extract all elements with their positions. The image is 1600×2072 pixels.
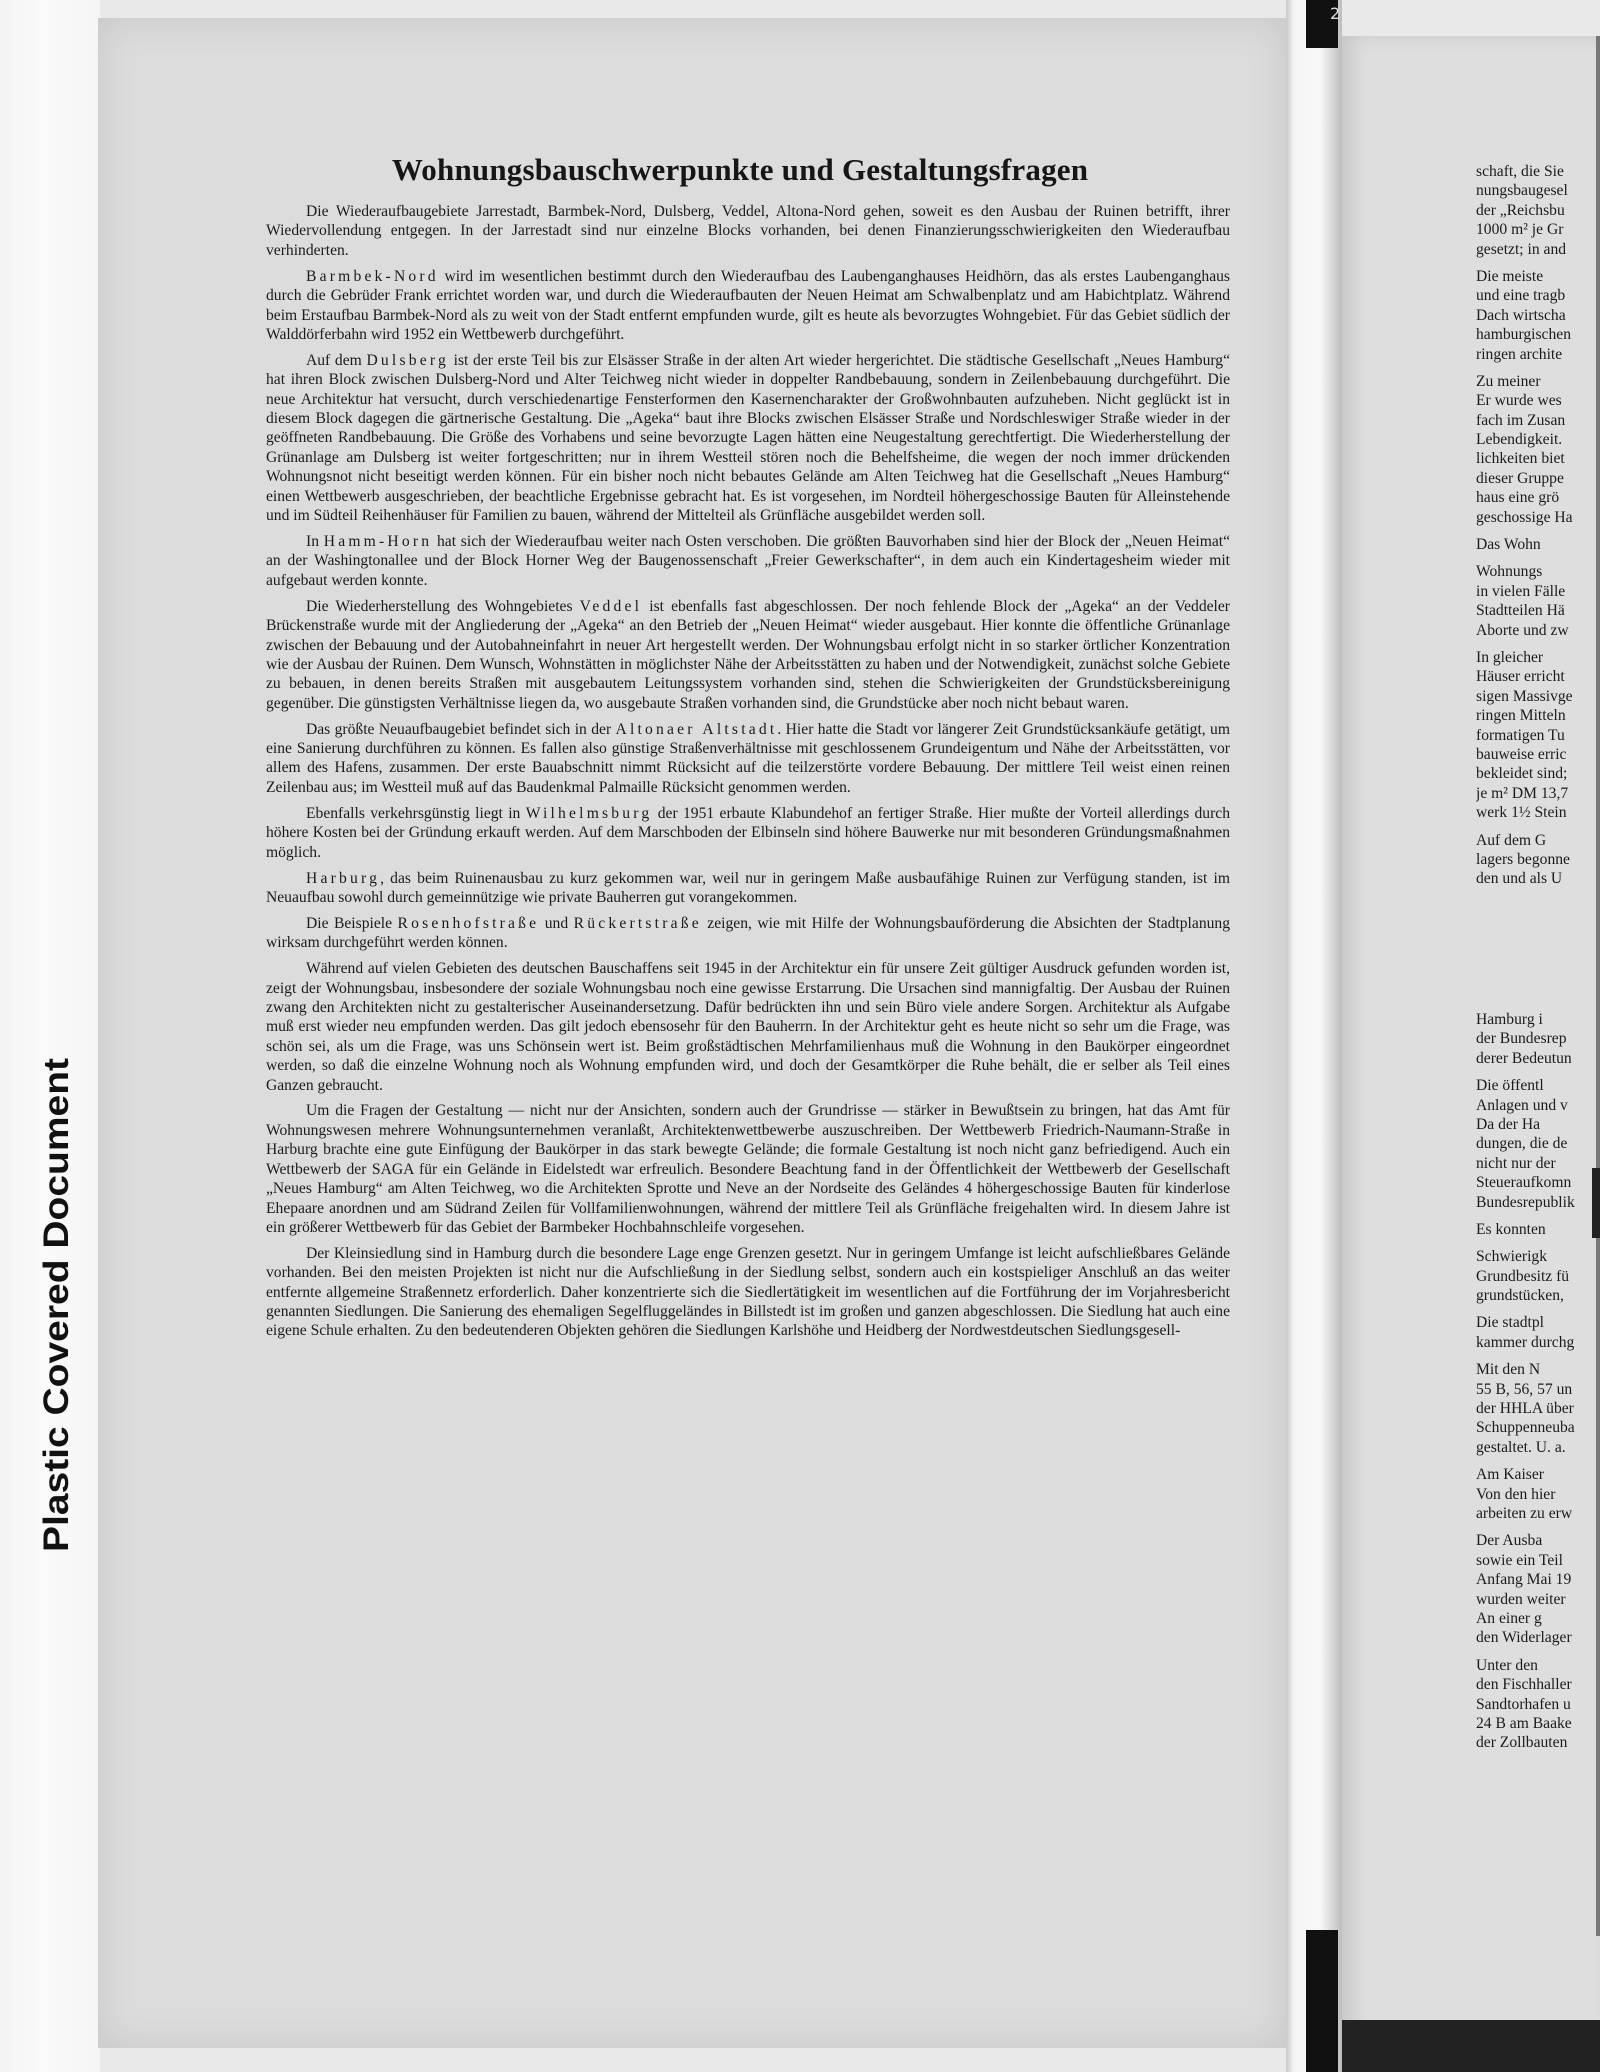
article-paragraph [266, 914, 1230, 953]
right-page-line: und eine tragb [1476, 287, 1566, 305]
right-page-line: Die stadtpl [1476, 1314, 1544, 1332]
article-paragraph [266, 804, 1230, 862]
right-page-line: geschossige Ha [1476, 508, 1573, 526]
article-paragraph [266, 1101, 1230, 1237]
paragraph-text-run: Der Kleinsiedlung sind in Hamburg durch die besondere Lage enge Grenzen gesetzt. Nur in geringem Umfange ist leicht aufschließbares Gelände vorhanden. Bei den meisten Projekten ist nicht nur die Aufschließung in der Siedlung selbst, sondern auch ein kostspieliger Anschluß an das weiter entfernte allgemeine Straßennetz erforderlich. Daher konzentrierte sich die Siedlertätigkeit im wesentlichen auf die Fortführung der im Vorjahresbericht genannten Siedlungen. Die Sanierung des ehemaligen Segelfluggeländes in Billstedt ist im großen und ganzen abgeschlossen. Die Siedlung hat auch eine eigene Schule erhalten. Zu den bedeutenderen Objekten gehören die Siedlungen Karlshöhe und Heidberg der Nordwestdeutschen Siedlungsgesell- [266, 1244, 1230, 1340]
right-page-line: Schwierigk [1476, 1248, 1548, 1266]
right-page-column-bottom [1476, 1010, 1600, 1753]
right-page-line: hamburgischen [1476, 326, 1571, 344]
right-page-line: dieser Gruppe [1476, 469, 1564, 487]
right-page-line: Unter den [1476, 1656, 1538, 1674]
right-page-line: gestaltet. U. a. [1476, 1438, 1566, 1456]
gutter-mark: 2 [1330, 4, 1341, 23]
right-page-line: fach im Zusan [1476, 411, 1566, 429]
right-page-line: Die öffentl [1476, 1077, 1544, 1095]
paragraph-text-run: der 1951 erbaute Klabundehof an fertiger Straße. Hier mußte der Vorteil allerdings durch höhere Kosten bei der Gründung erkauft werden. Auf dem Marschboden der Elbinseln sind höhere Bauwerke nur mit besonderen Gründungsmaßnahmen möglich. [266, 804, 1230, 861]
paragraph-text-run: und [539, 914, 574, 932]
paragraph-text-run: Das größte Neuaufbaugebiet befindet sich in der [306, 720, 616, 738]
right-page-line: dungen, die de [1476, 1135, 1568, 1153]
right-page-line: formatigen Tu [1476, 726, 1565, 744]
right-page-line: den Fischhaller [1476, 1676, 1572, 1694]
line-gap [1476, 364, 1600, 372]
line-gap [1476, 1212, 1600, 1220]
spaced-place-name: Hamm-Horn [323, 533, 433, 550]
right-page-line: Schuppenneuba [1476, 1419, 1575, 1437]
right-page-line: Der Ausba [1476, 1532, 1543, 1550]
right-page-line: lagers begonne [1476, 850, 1570, 868]
paragraph-text-run: hat sich der Wiederaufbau weiter nach Osten verschoben. Die größten Bauvorhaben sind hier der Block der „Neuen Heimat“ an der Washingtonallee und der Block Horner Weg der Baugenossenschaft „Freier Gewerkschafter“, in dem auch ein Kindertagesheim wieder mit aufgebaut werden konnte. [266, 533, 1231, 589]
right-page-line: Stadtteilen Hä [1476, 602, 1565, 620]
right-page-line: Mit den N [1476, 1361, 1541, 1379]
right-page-line: In gleicher [1476, 648, 1544, 666]
line-gap [1476, 1239, 1600, 1247]
spaced-place-name: Rückertstraße [573, 914, 702, 932]
right-page-line: Aborte und zw [1476, 621, 1569, 639]
right-page-line: lichkeiten biet [1476, 450, 1565, 468]
right-page-line: haus eine grö [1476, 489, 1560, 507]
paragraph-text-run: ist ebenfalls fast abgeschlossen. Der noch fehlende Block der „Ageka“ an der Veddeler Brückenstraße wurde mit der Angliederung der „Ageka“ an den Betrieb der „Neuen Heimat“ wieder ausgebaut. Hier konnte die öffentliche Grünanlage zwischen der Bebauung und der Autobahneinfahrt in neuer Art hergestellt werden. Der Wohnungsbau erfolgt nicht in so starker örtlicher Konzentration wie der Ausbau der Ruinen. Dem Wunsch, Wohnstätten in möglichster Nähe der Arbeitsstätten zu haben und der Notwendigkeit, zunächst solche Gebiete zu bebauen, in denen bereits Straßen mit ausgebautem Leitungssystem vorhanden sind, stehen die Schwierigkeiten der Grundstücksbereinigung gegenüber. Die günstigsten Verhältnisse liegen da, wo ausgebaute Straßen vorhanden sind, die Grundstücke aber noch nicht bebaut waren. [266, 597, 1230, 712]
right-page-line: Häuser erricht [1476, 668, 1565, 686]
article-body [266, 202, 1230, 1347]
line-gap [1476, 823, 1600, 831]
right-page-line: wurden weiter [1476, 1590, 1566, 1608]
right-page-line: An einer g [1476, 1609, 1542, 1627]
right-page-line: ringen archite [1476, 345, 1563, 363]
right-page-line: Grundbesitz fü [1476, 1267, 1570, 1285]
line-gap [1476, 527, 1600, 535]
article-paragraph [266, 202, 1230, 260]
right-page-line: der „Reichsbu [1476, 201, 1565, 219]
right-page-line: bauweise erric [1476, 745, 1567, 763]
right-page-line: Wohnungs [1476, 563, 1543, 581]
page-gutter [1286, 0, 1342, 2072]
right-page-line: nungsbaugesel [1476, 182, 1568, 200]
right-page-line: Steueraufkomn [1476, 1174, 1572, 1192]
right-page-line: Da der Ha [1476, 1115, 1541, 1133]
spaced-place-name: Wilhelmsburg [525, 804, 653, 822]
right-page-line: schaft, die Sie [1476, 163, 1564, 180]
page-title: Wohnungsbauschwerpunkte und Gestaltungsfragen [391, 152, 1089, 187]
right-page-line: der Zollbauten [1476, 1734, 1568, 1752]
article-paragraph [266, 267, 1230, 345]
article-paragraph [266, 959, 1230, 1095]
paragraph-text-run: , das beim Ruinenausbau zu kurz gekommen war, weil nur in geringem Maße ausbaufähige Ruinen zur Verfügung standen, ist im Neuaufbau sowohl durch gemeinnützige wie private Bauherren gut vorangekommen. [266, 869, 1230, 906]
line-gap [1476, 1305, 1600, 1313]
right-page-line: der Bundesrep [1476, 1030, 1567, 1048]
paragraph-text-run: ist der erste Teil bis zur Elsässer Straße in der alten Art wieder hergerichtet. Die städtische Gesellschaft „Neues Hamburg“ hat ihren Block zwischen Dulsberg-Nord und Alter Teichweg nicht wieder in doppelter Randbebauung, sondern in Zeilenbebauung durchgeführt. Die neue Architektur hat versucht, durch verschiedenartige Fensterformen den Kasernencharakter der Großwohnbauten aufzuheben. Nicht geglückt ist in diesem Block dagegen die gärtnerische Gestaltung. Die „Ageka“ baut ihre Blocks zwischen Elsässer Straße und Nordschleswiger Straße wieder in der geöffneten Randbebauung. Die Größe des Vorhabens und seine bevorzugte Lagen hätten eine Neugestaltung gerechtfertigt. Die Wiederherstellung der Grünanlage am Dulsberg ist weiter fortgeschritten; nur in ihrem Westteil stören noch die Behelfsheime, die wegen der noch immer drückenden Wohnungsnot nicht beseitigt werden können. Für ein bisher noch nicht bebautes Gelände am Alten Teichweg hat die Gesellschaft „Neues Hamburg“ einen Wettbewerb ausgeschrieben, der beachtliche Ergebnisse gebracht hat. Es ist vorgesehen, im Nordteil höhergeschossige Bauten für Alleinstehende und im Südteil Reihenhäuser für Familien zu bauen, während der Mittelteil als Grünfläche ausgebildet werden soll. [266, 351, 1230, 525]
right-page-line: kammer durchg [1476, 1333, 1575, 1351]
spaced-place-name: Dulsberg [366, 351, 449, 369]
stamp-label: Plastic Covered Document [36, 1102, 76, 1552]
right-page-bottom-shadow [1342, 2020, 1600, 2072]
right-page-line: bekleidet sind; [1476, 765, 1568, 783]
paragraph-text-run: Ebenfalls verkehrsgünstig liegt in [306, 804, 526, 822]
line-gap [1476, 259, 1600, 267]
right-page-line: Dach wirtscha [1476, 306, 1566, 324]
spaced-place-name: Rosenhofstraße [397, 914, 540, 932]
right-page-line: Anfang Mai 19 [1476, 1571, 1572, 1589]
right-page-line: arbeiten zu erw [1476, 1504, 1573, 1522]
right-page-line: Das Wohn [1476, 536, 1541, 554]
right-page-line: Hamburg i [1476, 1011, 1543, 1028]
paragraph-text-run: zeigen, wie mit Hilfe der Wohnungsbauförderung die Absichten der Stadtplanung wirksam durchgeführt werden können. [266, 914, 1231, 952]
spaced-place-name: Barmbek-Nord [306, 267, 439, 285]
article-paragraph [266, 1244, 1230, 1341]
right-page-line: werk 1½ Stein [1476, 804, 1567, 822]
right-page-line: Sandtorhafen u [1476, 1695, 1571, 1713]
right-page-line: Die meiste [1476, 267, 1544, 285]
right-page-line: sowie ein Teil [1476, 1551, 1563, 1569]
gutter-shadow-bottom [1306, 1930, 1338, 2072]
spaced-place-name: Veddel [579, 597, 643, 615]
right-page-line: Auf dem G [1476, 831, 1547, 849]
right-page-line: in vielen Fälle [1476, 582, 1566, 600]
line-gap [1476, 640, 1600, 648]
line-gap [1476, 1352, 1600, 1360]
right-page-line: grundstücken, [1476, 1287, 1564, 1305]
spaced-place-name: Altonaer Altstadt [615, 720, 778, 738]
line-gap [1476, 1648, 1600, 1656]
paragraph-text-run: Auf dem [306, 351, 367, 369]
right-page-line: Er wurde wes [1476, 392, 1562, 410]
paragraph-text-run: Die Beispiele [306, 914, 398, 932]
right-page-line: der HHLA über [1476, 1400, 1574, 1418]
right-page-line: nicht nur der [1476, 1154, 1556, 1172]
article-paragraph [266, 351, 1230, 526]
right-page-line: Es konnten [1476, 1220, 1546, 1238]
line-gap [1476, 1523, 1600, 1531]
paragraph-text-run: wird im wesentlichen bestimmt durch den Wiederaufbau des Laubenganghauses Heidhörn, das als erstes Laubenganghaus durch die Gebrüder Frank errichtet worden war, und durch die Wiederaufbauten der Neuen Heimat am Schwalbenplatz und am Habichtplatz. Während beim Erstaufbau Barmbek-Nord als zu weit von der Stadt entfernt empfunden wurde, gilt es heute als bevorzugtes Wohngebiet. Für das Gebiet südlich der Walddörferbahn wird 1952 ein Wettbewerb durchgeführt. [266, 267, 1230, 343]
right-page-line: Von den hier [1476, 1485, 1556, 1503]
right-page-line: den Widerlager [1476, 1629, 1572, 1647]
right-page-line: den und als U [1476, 870, 1563, 888]
paragraph-text-run: . Hier hatte die Stadt vor längerer Zeit Grundstücksankäufe getätigt, um eine Sanierung durchführen zu können. Es fallen also günstige Straßenverhältnisse mit geschlossenem Grundeigentum und Nähe der Arbeitsstätten, vor allem des Hafens, zusammen. Der erste Bauabschnitt nimmt Rücksicht auf die teilzerstörte vordere Bebauung. Der mittlere Teil weist einen reinen Zeilenbau aus; im Westteil muß auf das Baudenkmal Palmaille Rücksicht genommen werden. [266, 720, 1230, 796]
right-page-line: ringen Mitteln [1476, 707, 1566, 725]
spaced-place-name: Harburg [306, 869, 381, 887]
right-page-column-top [1476, 162, 1600, 889]
article-paragraph [266, 532, 1230, 590]
article-paragraph [266, 869, 1230, 908]
paragraph-text-run: In [306, 533, 324, 550]
paragraph-text-run: Während auf vielen Gebieten des deutschen Bauschaffens seit 1945 in der Architektur ein für unsere Zeit gültiger Ausdruck gefunden worden ist, zeigt der Wohnungsbau, insbesondere der soziale Wohnungsbau noch eine gewisse Erstarrung. Die Ursachen sind mannigfaltig. Der Ausbau der Ruinen zwang den Architekten nicht zu gestalterischer Auseinandersetzung. Dafür bedrückten ihn und sein Büro viele andere Sorgen. Architektur als Aufgabe muß erst wieder neu empfunden werden. Das gilt jedoch ebensosehr für den Bauherrn. In der Architektur geht es heute nicht so sehr um die Frage, was schön sei, als um die Frage, was uns Schönsein wert ist. Beim großstädtischen Mehrfamilienhaus muß die Wohnung in den Baukörper eingeordnet werden, so daß die einzelne Wohnung noch als Wohnung empfunden wird, und doch der Gesamtkörper die Ruhe behält, die er selber als Teil eines Ganzen gebraucht. [266, 960, 1230, 1094]
right-page-line: derer Bedeutun [1476, 1049, 1572, 1067]
right-page-line: Zu meiner [1476, 372, 1541, 390]
right-page-line: 55 B, 56, 57 un [1476, 1380, 1573, 1398]
right-page-line: Am Kaiser [1476, 1466, 1544, 1484]
line-gap [1476, 554, 1600, 562]
article-paragraph [266, 597, 1230, 713]
paragraph-text-run: Die Wiederherstellung des Wohngebietes [306, 597, 580, 615]
paragraph-text-run: Die Wiederaufbaugebiete Jarrestadt, Barmbek-Nord, Dulsberg, Veddel, Altona-Nord gehen, soweit es den Ausbau der Ruinen betrifft, ihrer Wiedervollendung entgegen. In der Jarrestadt sind nur einzelne Blocks vorhanden, bei denen Finanzierungsschwierigkeiten den Wiederaufbau verhinderten. [266, 203, 1230, 259]
right-page-line: sigen Massivge [1476, 687, 1573, 705]
paragraph-text-run: Um die Fragen der Gestaltung — nicht nur der Ansichten, sondern auch der Grundrisse — stärker in Bewußtsein zu bringen, hat das Amt für Wohnungswesen mehrere Wohnungsunternehmen veranlaßt, Architektenwettbewerbe auszuschreiben. Der Wettbewerb Friedrich-Naumann-Straße in Harburg brachte eine gute Einfügung der Baukörper in das stark bewegte Gelände; die formale Gestaltung ist noch nicht ganz befriedigend. Auch ein Wettbewerb der SAGA für ein Gelände in Eidelstedt war erfreulich. Besondere Beachtung fand in der Öffentlichkeit der Wettbewerb der Gesellschaft „Neues Hamburg“ am Alten Teichweg, wo die Architekten Sprotte und Neve an der Nordseite des Geländes 4 höhergeschossige Bauten für kinderlose Ehepaare anordnen und am Südrand Zeilen für Vollfamilienwohnungen, während der mittlere Teil als Grünfläche freigehalten wird. In diesem Jahre ist ein größerer Wettbewerb für das Gebiet der Barmbeker Hochbahnschleife vorgesehen. [266, 1102, 1230, 1236]
line-gap [1476, 1457, 1600, 1465]
article-paragraph [266, 720, 1230, 798]
right-page-line: Anlagen und v [1476, 1096, 1568, 1114]
right-page-line: Lebendigkeit. [1476, 431, 1563, 449]
right-page-line: 1000 m² je Gr [1476, 221, 1564, 239]
right-page-line: gesetzt; in and [1476, 240, 1567, 258]
line-gap [1476, 1068, 1600, 1076]
right-page-line: je m² DM 13,7 [1476, 784, 1569, 802]
right-page-line: Bundesrepublik [1476, 1193, 1575, 1211]
plastic-covered-stamp [26, 1056, 82, 1556]
right-page-line: 24 B am Baake [1476, 1714, 1572, 1732]
